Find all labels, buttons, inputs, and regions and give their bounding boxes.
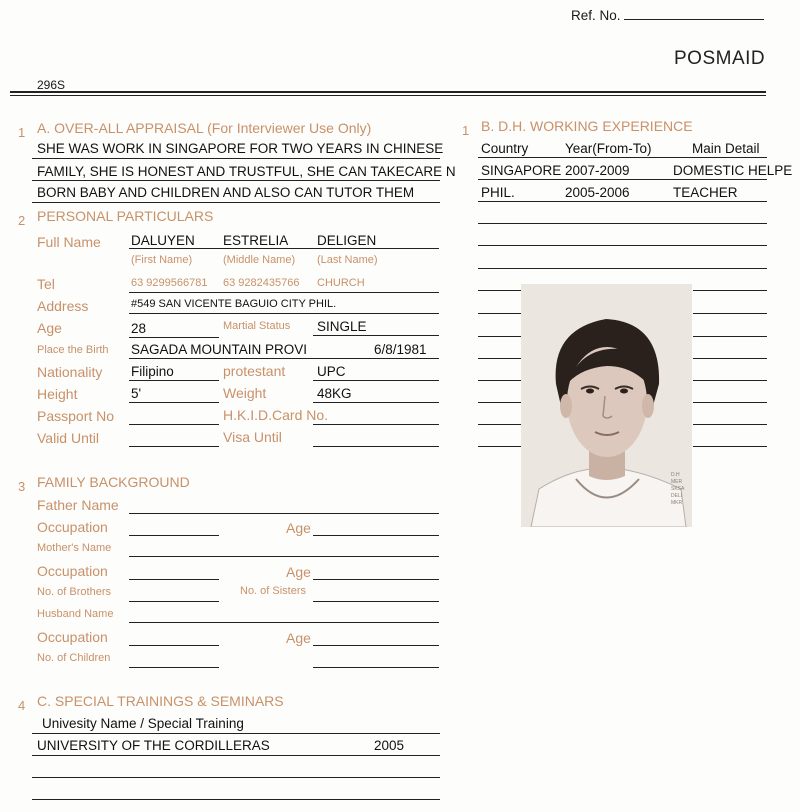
- age-label: Age: [37, 320, 62, 336]
- tel-2-value: 63 9282435766: [223, 277, 300, 289]
- last-name-caption: (Last Name): [317, 254, 378, 266]
- experience-rule-left-6: [478, 402, 521, 403]
- address-rule: [129, 313, 439, 314]
- husband-age-rule: [313, 645, 439, 646]
- photo-stamp-line: MKR: [671, 500, 683, 506]
- middle-name-caption: (Middle Name): [223, 254, 296, 266]
- hkid-label: H.K.I.D.Card No.: [223, 407, 329, 423]
- ref-no-line: [624, 19, 764, 20]
- experience-rule-0: [478, 157, 767, 158]
- father-name-label: Father Name: [37, 497, 119, 513]
- experience-rule-5: [478, 268, 767, 269]
- religion-label: protestant: [223, 363, 286, 379]
- children-label: No. of Children: [37, 652, 111, 664]
- marital-rule: [313, 335, 439, 336]
- birthdate-value: 6/8/1981: [374, 342, 427, 357]
- appraisal-rule-2: [32, 180, 440, 181]
- first-name-value: DALUYEN: [131, 233, 195, 248]
- experience-rule-3: [478, 223, 767, 224]
- tel-label: Tel: [37, 276, 55, 292]
- training-row-1-name: UNIVERSITY OF THE CORDILLERAS: [37, 738, 270, 753]
- mother-name-rule: [129, 556, 439, 557]
- trainings-rule-0: [32, 733, 440, 734]
- mother-age-rule: [313, 579, 439, 580]
- experience-rule-2: [478, 201, 767, 202]
- section-number-trainings: 4: [18, 698, 26, 713]
- mother-age-label: Age: [286, 564, 311, 580]
- form-code: 296S: [37, 78, 66, 92]
- applicant-photo: [521, 284, 692, 527]
- tel-3-value: CHURCH: [317, 277, 365, 289]
- experience-rule-left-1: [478, 290, 521, 291]
- experience-row-2-detail: TEACHER: [673, 185, 738, 200]
- height-rule: [129, 402, 219, 403]
- experience-rule-right-1: [693, 290, 767, 291]
- photo-stamp: [671, 472, 691, 507]
- brand-title: POSMAID: [674, 48, 766, 69]
- trainings-rule-2: [32, 777, 440, 778]
- age-rule: [129, 337, 219, 338]
- appraisal-line-2: FAMILY, SHE IS HONEST AND TRUSTFUL, SHE CAN TAKECARE N: [37, 164, 456, 179]
- mother-occupation-label: Occupation: [37, 563, 108, 579]
- trainings-header: Univesity Name / Special Training: [42, 716, 244, 731]
- sisters-rule: [313, 601, 439, 602]
- appraisal-rule-3: [32, 202, 440, 203]
- section-number-appraisal: 1: [18, 125, 26, 140]
- tel-rule: [129, 292, 439, 293]
- experience-rule-1: [478, 179, 767, 180]
- experience-row-2-country: PHIL.: [481, 185, 515, 200]
- husband-age-label: Age: [286, 630, 311, 646]
- family-title: FAMILY BACKGROUND: [37, 474, 190, 490]
- experience-rule-left-2: [478, 313, 521, 314]
- weight-rule: [313, 402, 439, 403]
- father-age-rule: [313, 535, 439, 536]
- experience-rule-right-2: [693, 313, 767, 314]
- photo-stamp-line: SKSA: [671, 486, 685, 492]
- appraisal-title: A. OVER-ALL APPRAISAL (For Interviewer Use Only): [37, 120, 372, 136]
- husband-occupation-label: Occupation: [37, 629, 108, 645]
- father-occupation-label: Occupation: [37, 519, 108, 535]
- weight-value: 48KG: [317, 386, 352, 401]
- tel-1-value: 63 9299566781: [131, 277, 208, 289]
- experience-rule-left-4: [478, 358, 521, 359]
- address-value: #549 SAN VICENTE BAGUIO CITY PHIL.: [131, 298, 337, 310]
- husband-name-label: Husband Name: [37, 608, 114, 620]
- children-rule-right: [313, 667, 439, 668]
- brothers-label: No. of Brothers: [37, 586, 111, 598]
- father-age-label: Age: [286, 520, 311, 536]
- brothers-rule: [129, 601, 219, 602]
- experience-rule-left-3: [478, 336, 521, 337]
- experience-rule-left-8: [478, 446, 521, 447]
- training-row-1-year: 2005: [374, 738, 405, 753]
- appraisal-rule-1: [32, 158, 440, 159]
- full-name-rule: [129, 248, 439, 249]
- full-name-label: Full Name: [37, 234, 101, 250]
- experience-rule-right-3: [693, 336, 767, 337]
- experience-header-detail: Main Detail: [692, 141, 760, 156]
- passport-label: Passport No: [37, 408, 115, 424]
- visa-until-label: Visa Until: [223, 429, 282, 445]
- nationality-rule: [129, 380, 219, 381]
- marital-label: Martial Status: [223, 320, 291, 332]
- birthplace-label: Place the Birth: [37, 344, 109, 356]
- experience-header-country: Country: [481, 141, 529, 156]
- father-occupation-rule: [129, 535, 219, 536]
- mother-occupation-rule: [129, 579, 219, 580]
- passport-rule: [129, 424, 219, 425]
- last-name-value: DELIGEN: [317, 233, 377, 248]
- experience-rule-right-4: [693, 358, 767, 359]
- address-label: Address: [37, 298, 89, 314]
- sisters-label: No. of Sisters: [240, 585, 307, 597]
- experience-rule-right-7: [693, 424, 767, 425]
- experience-rule-right-5: [693, 380, 767, 381]
- appraisal-line-3: BORN BABY AND CHILDREN AND ALSO CAN TUTOR THEM: [37, 185, 415, 200]
- religion-rule: [313, 380, 439, 381]
- experience-row-1-country: SINGAPORE: [481, 163, 562, 178]
- hkid-rule: [313, 424, 439, 425]
- nationality-value: Filipino: [131, 364, 174, 379]
- experience-header-years: Year(From-To): [565, 141, 652, 156]
- height-value: 5': [131, 386, 142, 401]
- husband-occupation-rule: [129, 645, 219, 646]
- religion-value: UPC: [317, 364, 346, 379]
- valid-until-label: Valid Until: [37, 430, 99, 446]
- photo-stamp-line: MER: [671, 479, 683, 485]
- applicant-photo-image: [521, 284, 692, 527]
- photo-stamp-line: D.H: [671, 472, 680, 478]
- experience-rule-4: [478, 245, 767, 246]
- section-number-experience: 1: [462, 123, 470, 138]
- experience-row-2-years: 2005-2006: [565, 185, 630, 200]
- personal-title: PERSONAL PARTICULARS: [37, 208, 214, 224]
- visa-until-rule: [313, 446, 439, 447]
- experience-rule-right-8: [693, 446, 767, 447]
- experience-rule-left-5: [478, 380, 521, 381]
- trainings-rule-3: [32, 799, 440, 800]
- section-number-personal: 2: [18, 213, 26, 228]
- husband-name-rule: [129, 622, 439, 623]
- first-name-caption: (First Name): [131, 254, 193, 266]
- experience-row-1-years: 2007-2009: [565, 163, 630, 178]
- middle-name-value: ESTRELIA: [223, 233, 289, 248]
- father-name-rule: [129, 513, 439, 514]
- valid-until-rule: [129, 446, 219, 447]
- age-value: 28: [131, 321, 147, 336]
- experience-row-1-detail: DOMESTIC HELPE: [673, 163, 793, 178]
- header-rule-bottom: [10, 95, 766, 96]
- mother-name-label: Mother's Name: [37, 542, 112, 554]
- birthplace-rule: [129, 358, 439, 359]
- trainings-rule-1: [32, 755, 440, 756]
- header-rule-top: [10, 91, 766, 93]
- birthplace-value: SAGADA MOUNTAIN PROVI: [131, 342, 308, 357]
- weight-label: Weight: [223, 385, 267, 401]
- section-number-family: 3: [18, 479, 26, 494]
- children-rule-left: [129, 667, 219, 668]
- appraisal-line-1: SHE WAS WORK IN SINGAPORE FOR TWO YEARS IN CHINESE: [37, 141, 444, 156]
- trainings-title: C. SPECIAL TRAININGS & SEMINARS: [37, 693, 284, 709]
- height-label: Height: [37, 386, 78, 402]
- experience-rule-left-7: [478, 424, 521, 425]
- photo-stamp-line: DELI: [671, 493, 683, 499]
- ref-no-label: Ref. No.: [571, 8, 621, 23]
- marital-value: SINGLE: [317, 319, 367, 334]
- nationality-label: Nationality: [37, 364, 103, 380]
- experience-rule-right-6: [693, 402, 767, 403]
- experience-title: B. D.H. WORKING EXPERIENCE: [481, 118, 693, 134]
